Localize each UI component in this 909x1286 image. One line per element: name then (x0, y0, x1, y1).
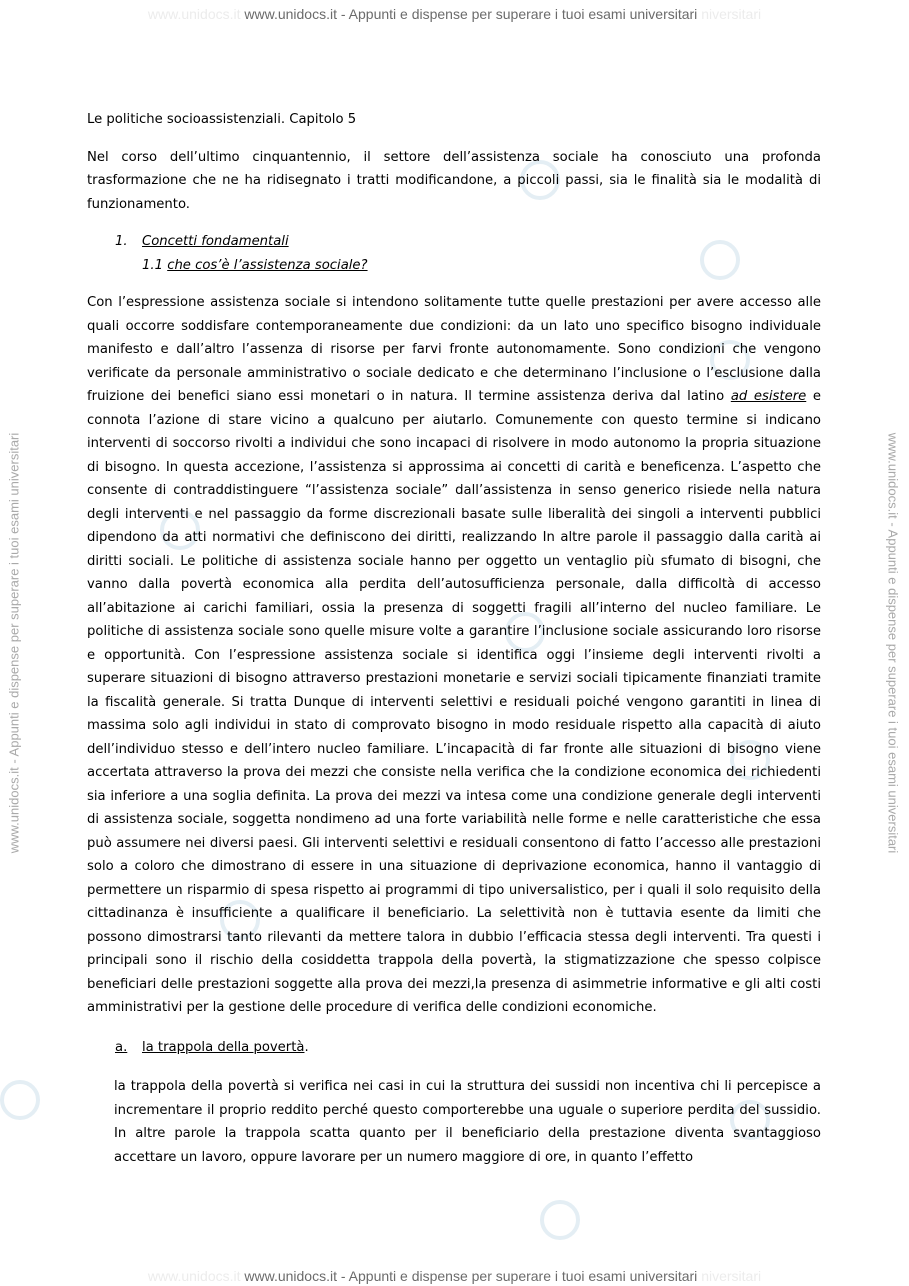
page-header (0, 6, 909, 22)
section-a-suffix: . (304, 1039, 309, 1055)
header-watermark-text: www.unidocs.it - Appunti e dispense per superare i tuoi esami universitari (244, 6, 698, 22)
footer-watermark-text: www.unidocs.it - Appunti e dispense per superare i tuoi esami universitari (244, 1268, 698, 1284)
section-a-paragraph: la trappola della povertà si verifica nei casi in cui la struttura dei sussidi non incentiva chi li percepisce a incrementare il proprio reddito perché questo comporterebbe una uguale o superiore perdita del sussidio. In altre parole la trappola scatta quanto per il beneficiario della prestazione diventa svantaggioso accettare un lavoro, oppure lavorare per un numero maggiore di ore, in quanto l’effetto (114, 1079, 821, 1165)
latin-term: ad esistere (730, 389, 807, 404)
section-heading-1 (115, 230, 821, 254)
section-title: Concetti fondamentali (142, 234, 289, 249)
watermark-logo-icon (0, 1080, 40, 1120)
main-paragraph (87, 291, 821, 1020)
footer-ghost-left: www.unidocs.it (147, 1268, 241, 1284)
intro-paragraph: Nel corso dell’ultimo cinquantennio, il settore dell’assistenza sociale ha conosciuto una profonda trasformazione che ne ha ridisegnato i tratti modificandone, a piccoli passi, sia le finalità sia le modalità di funzionamento. (87, 149, 821, 212)
document-title: Le politiche socioassistenziali. Capitolo 5 (87, 112, 357, 127)
main-paragraph-part2: e connota l’azione di stare vicino a qualcuno per aiutarlo. Comunemente con questo termine si indicano interventi di soccorso rivolti a individui che sono incapaci di risolvere in modo autonomo la propria situazione di bisogno. In questa accezione, l’assistenza si approssima ai concetti di carità e beneficenza. L’aspetto che consente di contraddistinguere “l’assistenza sociale” dall’assistenza in senso generico risiede nella natura degli interventi e nel passaggio da forme discrezionali basate sulle liberalità dei singoli a interventi pubblici dipendono da atti normativi che definiscono dei diritti, realizzando In altre parole il passaggio dalla carità ai diritti sociali. Le politiche di assistenza sociale hanno per oggetto un ventaglio più sfumato di bisogni, che vanno dalla povertà economica alla perdita dell’autosufficienza personale, dalla difficoltà di accesso all’abitazione ai carichi familiari, ossia la presenza di soggetti fragili all’interno del nucleo familiare. Le politiche di assistenza sociale sono quelle misure volte a garantire l’inclusione sociale assicurando loro risorse e opportunità. Con l’espressione assistenza sociale si identifica oggi l’insieme degli interventi rivolti a superare situazioni di bisogno attraverso prestazioni monetarie e servizi sociali tipicamente finanziati tramite la fiscalità generale. Si tratta Dunque di interventi selettivi e residuali poiché vengono garantiti in linea di massima solo agli individui in stato di comprovato bisogno in modo residuale rispetto alla capacità di aiuto dell’individuo stesso e dell’intero nucleo familiare. L’incapacità di far fronte alle situazioni di bisogno viene accertata attraverso la prova dei mezzi che consiste nella verifica che la condizione economica dei richiedenti sia inferiore a una soglia definita. La prova dei mezzi va intesa come una condizione generale degli interventi di assistenza sociale, soggetta nondimeno ad una forte variabilità nelle forme e nelle caratteristiche che essa può assumere nei diversi paesi. Gli interventi selettivi e residuali consentono di fatto l’accesso alle prestazioni solo a coloro che dimostrano di essere in una situazione di deprivazione economica, hanno il vantaggio di permettere un risparmio di spesa rispetto ai programmi di tipo universalistico, per i quali il solo requisito della cittadinanza è insufficiente a qualificare il beneficiario. La selettività non è tuttavia esente da limiti che possono dimostrarsi tanto rilevanti da mettere talora in dubbio l’efficacia stessa degli interventi. Tra questi i principali sono il rischio della cosiddetta trappola della povertà, la stigmatizzazione che spesso colpisce beneficiari delle prestazioni soggette alla prova dei mezzi,la presenza di asimmetrie informative e gli alti costi amministrativi per la gestione delle procedure di verifica delle condizioni economiche. (87, 389, 822, 1015)
subsection-number: 1.1 (142, 257, 163, 273)
left-side-watermark: www.unidocs.it - Appunti e dispense per superare i tuoi esami universitari (6, 432, 22, 854)
right-side-watermark: www.unidocs.it - Appunti e dispense per superare i tuoi esami universitari (885, 432, 901, 854)
subsection-heading-1-1 (142, 254, 821, 278)
watermark-logo-icon (540, 1200, 580, 1240)
subsection-title: che cos’è l’assistenza sociale? (167, 257, 368, 273)
main-paragraph-part1: Con l’espressione assistenza sociale si intendono solitamente tutte quelle prestazioni per avere accesso alle quali occorre soddisfare contemporaneamente due condizioni: da un lato uno specifico bisogno individuale manifesto e dall’altro l’assenza di risorse per farvi fronte autonomamente. Sono condizioni che vengono verificate da personale amministrativo o sociale dedicato e che determinano l’inclusione o l’esclusione dalla fruizione dei benefici siano essi monetari o in natura. Il termine assistenza deriva dal latino (87, 295, 821, 404)
section-a-title: la trappola della povertà (142, 1039, 305, 1055)
section-number: 1. (115, 234, 128, 249)
section-letter: a. (115, 1039, 128, 1055)
page-footer (0, 1268, 909, 1284)
header-ghost-left: www.unidocs.it (147, 6, 241, 22)
section-heading-a (115, 1036, 821, 1060)
document-body (87, 108, 821, 1169)
header-ghost-right: niversitari (701, 6, 762, 22)
footer-ghost-right: niversitari (701, 1268, 762, 1284)
